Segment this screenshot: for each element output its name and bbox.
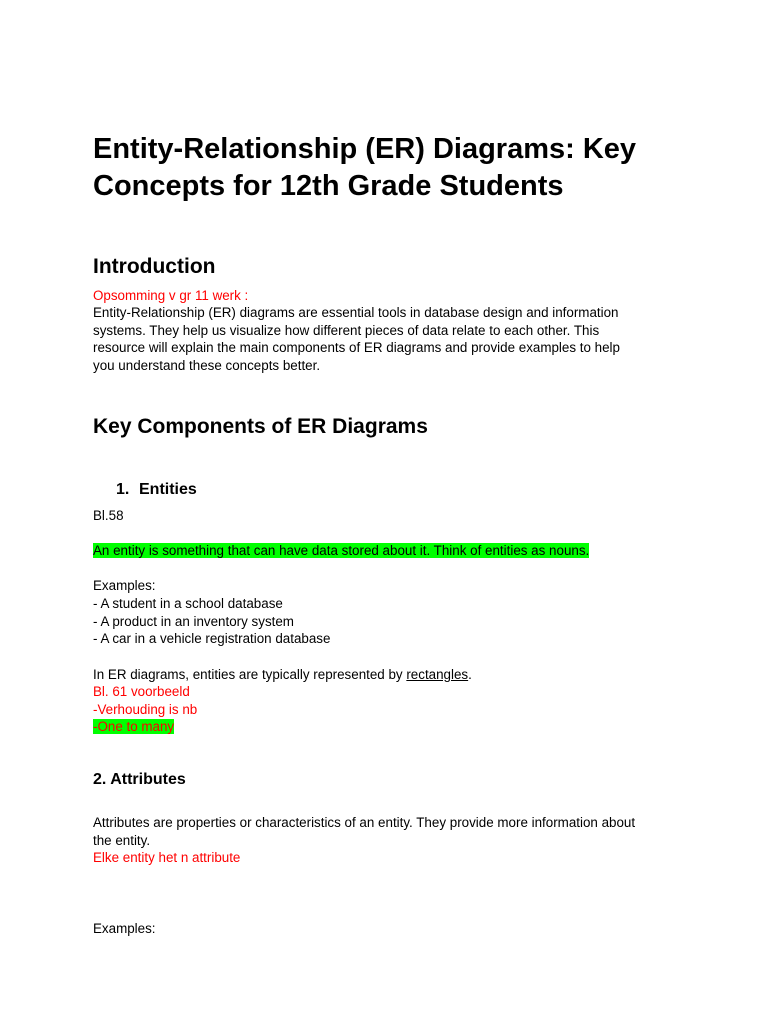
entity-note-2: -Verhouding is nb xyxy=(93,702,198,717)
key-components-heading: Key Components of ER Diagrams xyxy=(93,415,428,438)
list-item: - A car in a vehicle registration database xyxy=(93,631,331,647)
intro-para-line-4: you understand these concepts better. xyxy=(93,357,321,373)
attributes-heading: 2. Attributes xyxy=(93,771,186,788)
entities-number: 1. xyxy=(116,481,130,498)
attributes-para-line-1: Attributes are properties or characteristics of an entity. They provide more information about xyxy=(93,815,636,830)
intro-para-line-3: resource will explain the main components of ER diagrams and provide examples to help xyxy=(93,340,620,356)
represented-suffix: . xyxy=(468,667,472,682)
entity-note-3: -One to many xyxy=(93,719,175,734)
entity-examples-label: Examples: xyxy=(93,578,156,593)
attributes-note: Elke entity het n attribute xyxy=(93,850,241,865)
intro-paragraph xyxy=(93,304,620,374)
represented-prefix: In ER diagrams, entities are typically represented by xyxy=(93,667,407,682)
entities-ref: Bl.58 xyxy=(93,508,124,523)
intro-heading: Introduction xyxy=(93,255,216,278)
entities-heading: Entities xyxy=(139,481,197,498)
entity-represented-line xyxy=(93,666,472,684)
intro-para-line-1: Entity-Relationship (ER) diagrams are essential tools in database design and information xyxy=(93,305,619,320)
attributes-examples-label: Examples: xyxy=(93,921,156,936)
title-line-2: Concepts for 12th Grade Students xyxy=(93,170,564,202)
attributes-para-line-2: the entity. xyxy=(93,832,151,848)
document-title xyxy=(93,131,636,205)
list-item: - A product in an inventory system xyxy=(93,613,294,629)
entity-definition-line xyxy=(93,542,589,560)
entity-definition-highlight: An entity is something that can have data stored about it. Think of entities as nouns. xyxy=(93,543,590,558)
entity-note-1: Bl. 61 voorbeeld xyxy=(93,684,190,699)
intro-para-line-2: systems. They help us visualize how different pieces of data relate to each other. This xyxy=(93,322,600,338)
intro-note: Opsomming v gr 11 werk : xyxy=(93,288,249,303)
list-item: - A student in a school database xyxy=(93,596,283,611)
entity-examples-list xyxy=(93,595,330,648)
title-line-1: Entity-Relationship (ER) Diagrams: Key xyxy=(93,133,637,165)
represented-word: rectangles xyxy=(406,667,469,682)
attributes-paragraph xyxy=(93,814,635,849)
entity-note-3-line xyxy=(93,718,174,736)
